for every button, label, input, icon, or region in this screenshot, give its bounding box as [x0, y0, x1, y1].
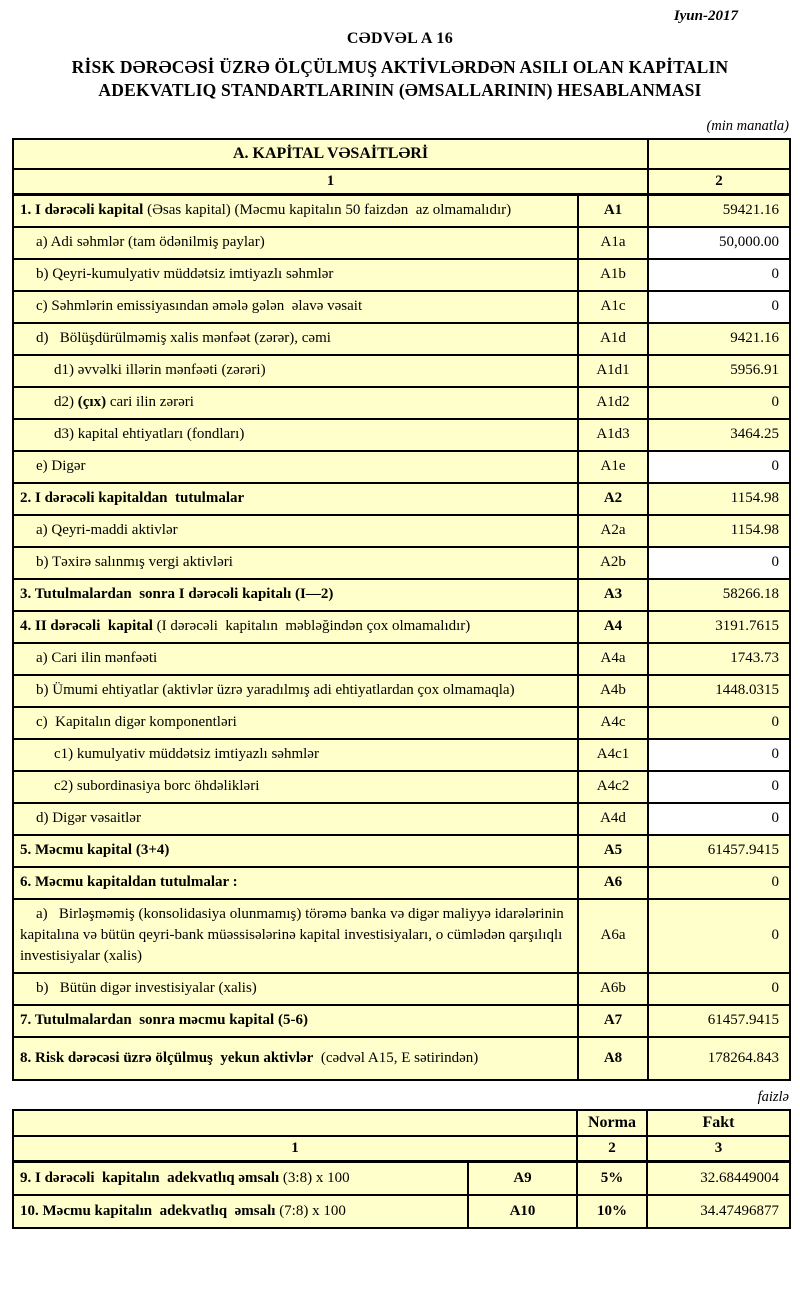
row-label — [13, 451, 578, 483]
row-label — [13, 867, 578, 899]
adequacy-column-number-row — [13, 1136, 790, 1162]
table-row — [13, 1037, 790, 1080]
table-row — [13, 227, 790, 259]
label-segment: 9. I dərəcəli kapitalın adekvatlıq əmsalı — [20, 1169, 283, 1186]
row-label — [13, 387, 578, 419]
table-row — [13, 259, 790, 291]
row-label — [13, 291, 578, 323]
capital-table-header — [13, 139, 790, 195]
row-label — [13, 355, 578, 387]
row-value: 3464.25 — [648, 419, 790, 451]
table-row — [13, 867, 790, 899]
label-segment: b) Qeyri-kumulyativ müddətsiz imtiyazlı səhmlər — [36, 266, 334, 283]
row-code: A1d2 — [578, 387, 648, 419]
row-code: A10 — [468, 1195, 577, 1228]
row-label — [13, 611, 578, 643]
row-code: A4c — [578, 707, 648, 739]
label-segment: cari ilin zərəri — [106, 394, 194, 411]
row-label — [13, 803, 578, 835]
row-value: 9421.16 — [648, 323, 790, 355]
row-code: A1a — [578, 227, 648, 259]
fakt-header-cell: Fakt — [647, 1110, 790, 1136]
row-value: 0 — [648, 451, 790, 483]
row-label — [13, 579, 578, 611]
row-value: 0 — [648, 387, 790, 419]
label-segment: c1) kumulyativ müddətsiz imtiyazlı səhmlər — [54, 746, 319, 763]
label-segment: (7:8) x 100 — [279, 1202, 346, 1219]
row-value: 59421.16 — [648, 194, 790, 227]
row-label — [13, 194, 578, 227]
label-segment: b) Ümumi ehtiyatlar (aktivlər üzrə yaradılmış adi ehtiyatlardan çox olmamaqla) — [36, 682, 515, 699]
row-label — [13, 419, 578, 451]
section-header-row — [13, 139, 790, 169]
table-row — [13, 675, 790, 707]
table-row — [13, 547, 790, 579]
label-segment: (Əsas kapital) (Məcmu kapitalın 50 faizdən az olmamalıdır) — [143, 202, 512, 219]
label-segment: d) Digər vəsaitlər — [36, 810, 141, 827]
row-value: 1448.0315 — [648, 675, 790, 707]
row-code: A7 — [578, 1005, 648, 1037]
label-segment: a) Cari ilin mənfəəti — [36, 650, 158, 667]
capital-table-body — [13, 194, 790, 1080]
document-title-line1: RİSK DƏRƏCƏSİ ÜZRƏ ÖLÇÜLMUŞ AKTİVLƏRDƏN ASILI OLAN KAPİTALIN — [71, 57, 729, 77]
label-segment: d2) — [54, 394, 78, 411]
row-value: 1154.98 — [648, 483, 790, 515]
label-segment: c) Kapitalın digər komponentləri — [36, 714, 237, 731]
row-label — [13, 483, 578, 515]
label-segment: 5. Məcmu kapital (3+4) — [20, 842, 170, 859]
table-row — [13, 483, 790, 515]
label-segment: 1. I dərəcəli kapital — [20, 202, 144, 219]
table-row — [13, 739, 790, 771]
row-fakt-value: 32.68449004 — [647, 1161, 790, 1195]
row-code: A2b — [578, 547, 648, 579]
row-value: 3191.7615 — [648, 611, 790, 643]
row-label — [13, 547, 578, 579]
row-code: A2a — [578, 515, 648, 547]
label-segment: 6. Məcmu kapitaldan tutulmalar : — [20, 874, 238, 891]
row-value: 1743.73 — [648, 643, 790, 675]
row-label — [13, 675, 578, 707]
row-label — [13, 707, 578, 739]
row-code: A4d — [578, 803, 648, 835]
row-value: 61457.9415 — [648, 1005, 790, 1037]
row-code: A1d3 — [578, 419, 648, 451]
column-number-1: 1 — [13, 169, 648, 195]
label-segment: (cədvəl A15, E sətirindən) — [313, 1049, 479, 1066]
table-row — [13, 355, 790, 387]
row-code: A4 — [578, 611, 648, 643]
table-row — [13, 771, 790, 803]
label-segment: b) Bütün digər investisiyalar (xalis) — [36, 980, 257, 997]
row-fakt-value: 34.47496877 — [647, 1195, 790, 1228]
report-period: Iyun-2017 — [673, 8, 738, 24]
adequacy-column-number-3: 3 — [647, 1136, 790, 1162]
row-code: A5 — [578, 835, 648, 867]
label-segment: e) Digər — [36, 458, 86, 475]
row-code: A4c1 — [578, 739, 648, 771]
column-number-row — [13, 169, 790, 195]
table-row — [13, 1005, 790, 1037]
label-segment: c2) subordinasiya borc öhdəlikləri — [54, 778, 260, 795]
adequacy-header-row — [13, 1110, 790, 1136]
row-value: 0 — [648, 547, 790, 579]
adequacy-table-header — [13, 1110, 790, 1162]
row-label — [13, 739, 578, 771]
row-label — [13, 515, 578, 547]
row-label — [13, 259, 578, 291]
table-row — [13, 194, 790, 227]
label-segment: a) Birləşməmiş (konsolidasiya olunmamış) törəmə banka və digər maliyyə idarələrinin kapitalına və bütün qeyri-bank müəssisələrinə kapital investisiyaları, o cümlədən qarşılıqlı investisiyalar (xalis) — [20, 906, 568, 965]
row-code: A9 — [468, 1161, 577, 1195]
row-value: 0 — [648, 707, 790, 739]
table-caption: CƏDVƏL A 16 — [346, 30, 454, 47]
table-row — [13, 515, 790, 547]
row-code: A6 — [578, 867, 648, 899]
row-code: A6b — [578, 973, 648, 1005]
norma-header-cell: Norma — [577, 1110, 647, 1136]
row-value: 0 — [648, 739, 790, 771]
label-segment: d1) əvvəlki illərin mənfəəti (zərəri) — [54, 362, 266, 379]
row-label — [13, 771, 578, 803]
row-value: 50,000.00 — [648, 227, 790, 259]
row-value: 0 — [648, 259, 790, 291]
row-code: A1d1 — [578, 355, 648, 387]
label-segment: d3) kapital ehtiyatları (fondları) — [54, 426, 245, 443]
label-segment: 4. II dərəcəli kapital — [20, 618, 153, 635]
section-header-cell: A. KAPİTAL VƏSAİTLƏRİ — [13, 139, 648, 169]
label-segment: 10. Məcmu kapitalın adekvatlıq əmsalı — [20, 1202, 280, 1219]
row-value: 5956.91 — [648, 355, 790, 387]
table-row — [13, 611, 790, 643]
label-segment: (3:8) x 100 — [282, 1169, 350, 1186]
row-value: 0 — [648, 973, 790, 1005]
row-code: A1 — [578, 194, 648, 227]
table-row — [13, 323, 790, 355]
label-segment: d) Bölüşdürülməmiş xalis mənfəət (zərər), cəmi — [36, 330, 331, 347]
adequacy-header-empty-cell — [13, 1110, 577, 1136]
row-code: A4c2 — [578, 771, 648, 803]
label-segment: (çıx) — [77, 394, 107, 411]
row-value: 0 — [648, 771, 790, 803]
table-row — [13, 643, 790, 675]
label-segment: a) Qeyri-maddi aktivlər — [36, 522, 178, 539]
section-header-empty-cell — [648, 139, 790, 169]
row-value: 178264.843 — [648, 1037, 790, 1080]
row-value: 0 — [648, 867, 790, 899]
label-segment: 8. Risk dərəcəsi üzrə ölçülmuş yekun aktivlər — [20, 1049, 314, 1066]
row-code: A1e — [578, 451, 648, 483]
row-value: 58266.18 — [648, 579, 790, 611]
row-label — [13, 835, 578, 867]
table-row — [13, 579, 790, 611]
capital-table — [12, 138, 791, 1081]
table-row — [13, 291, 790, 323]
row-norma-value: 5% — [577, 1161, 647, 1195]
label-segment: a) Adi səhmlər (tam ödənilmiş paylar) — [36, 234, 265, 251]
row-label — [13, 227, 578, 259]
table-row — [13, 973, 790, 1005]
adequacy-table-body — [13, 1161, 790, 1228]
label-segment: (I dərəcəli kapitalın məbləğindən çox olmamalıdır) — [152, 618, 471, 635]
label-segment: 2. I dərəcəli kapitaldan tutulmalar — [20, 490, 245, 507]
row-code: A1d — [578, 323, 648, 355]
table-row — [13, 451, 790, 483]
document-title — [24, 56, 776, 103]
label-segment: c) Səhmlərin emissiyasından əmələ gələn əlavə vəsait — [36, 298, 363, 315]
document-title-line2: ADEKVATLIQ STANDARTLARININ (ƏMSALLARININ) HESABLANMASI — [98, 80, 702, 101]
row-value: 61457.9415 — [648, 835, 790, 867]
column-number-2: 2 — [648, 169, 790, 195]
percent-note: faizlə — [757, 1088, 789, 1105]
row-code: A8 — [578, 1037, 648, 1080]
row-code: A4b — [578, 675, 648, 707]
row-label — [13, 1005, 578, 1037]
row-code: A6a — [578, 899, 648, 973]
table-row — [13, 835, 790, 867]
row-label — [13, 1161, 468, 1195]
row-label — [13, 1195, 468, 1228]
row-code: A3 — [578, 579, 648, 611]
label-segment: 7. Tutulmalardan sonra məcmu kapital (5-6) — [20, 1012, 308, 1029]
row-label — [13, 323, 578, 355]
table-row — [13, 803, 790, 835]
table-row — [13, 1195, 790, 1228]
table-row — [13, 899, 790, 973]
table-row — [13, 387, 790, 419]
row-value: 0 — [648, 899, 790, 973]
row-label — [13, 1037, 578, 1080]
table-row — [13, 419, 790, 451]
row-value: 1154.98 — [648, 515, 790, 547]
adequacy-column-number-1: 1 — [13, 1136, 577, 1162]
row-value: 0 — [648, 803, 790, 835]
row-value: 0 — [648, 291, 790, 323]
row-code: A1b — [578, 259, 648, 291]
row-code: A4a — [578, 643, 648, 675]
row-label — [13, 899, 578, 973]
adequacy-column-number-2: 2 — [577, 1136, 647, 1162]
row-code: A2 — [578, 483, 648, 515]
row-code: A1c — [578, 291, 648, 323]
table-row — [13, 1161, 790, 1195]
label-segment: b) Təxirə salınmış vergi aktivləri — [36, 554, 233, 571]
table-row — [13, 707, 790, 739]
row-label — [13, 643, 578, 675]
label-segment: 3. Tutulmalardan sonra I dərəcəli kapitalı (I—2) — [20, 586, 334, 603]
row-norma-value: 10% — [577, 1195, 647, 1228]
adequacy-table — [12, 1109, 791, 1229]
unit-note: (min manatla) — [706, 117, 789, 134]
row-label — [13, 973, 578, 1005]
